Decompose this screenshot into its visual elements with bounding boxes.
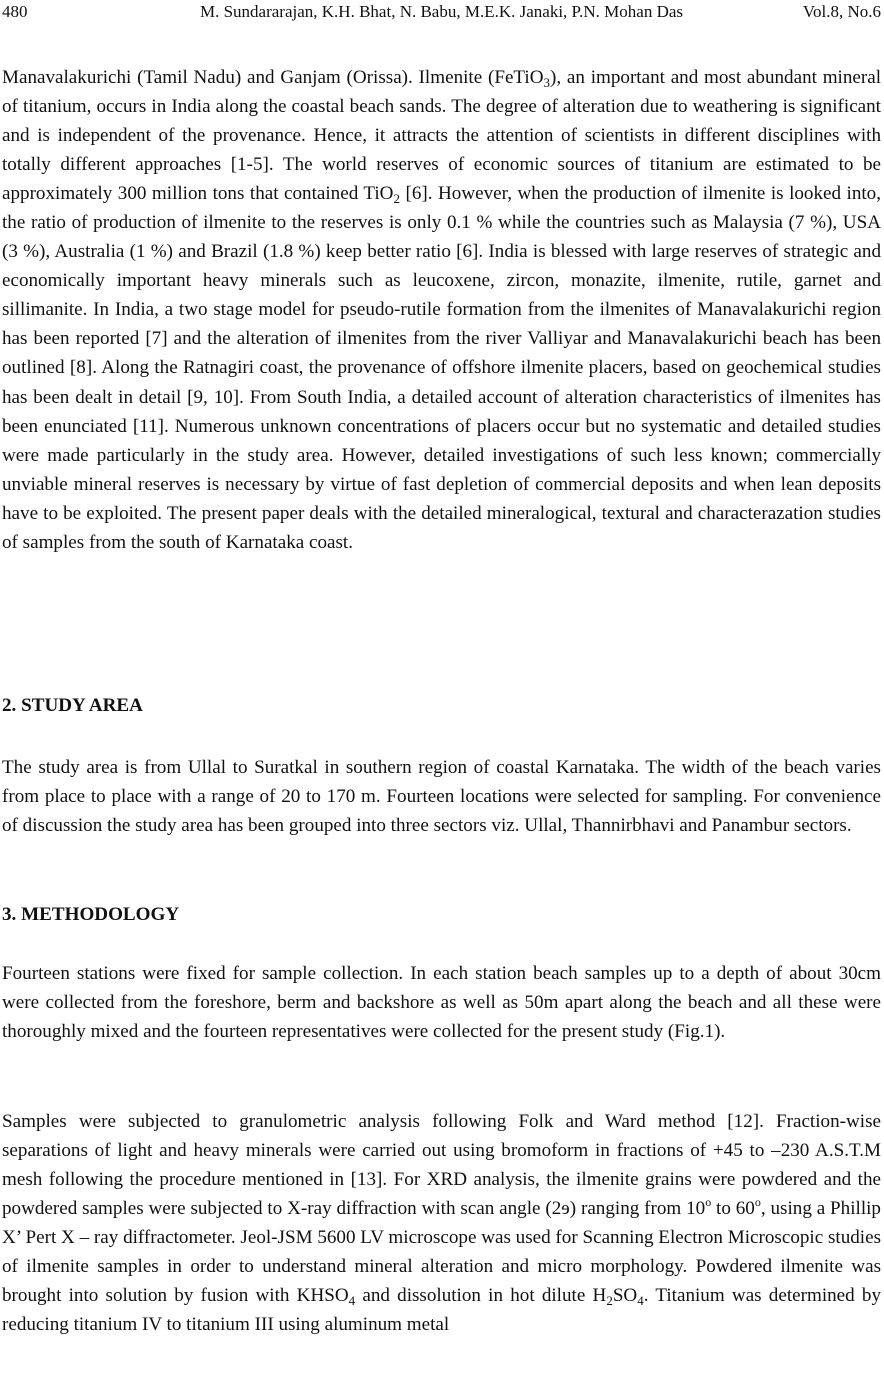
page-number: 480 [2,2,28,21]
methodology-text-2c: , using a Phillip X’ Pert X – ray diffractometer. Jeol-JSM 5600 LV microscope was used for Scanning Electron Microscopic studies of ilmenite samples in order to understand mineral alteration and micro morphology. Powdered ilmenite was brought into solution by fusion with KHSO [2,1198,882,1307]
study-area-text: The study area is from Ullal to Suratkal in southern region of coastal Karnataka. The width of the beach varies from place to place with a range of 20 to 170 m. Fourteen locations were selected for sampling. For convenience of discussion the study area has been grouped into three sectors viz. Ullal, Thannirbhavi and Panambur sectors. [2,757,881,837]
subscript: 2 [606,1293,613,1309]
intro-text-1: Manavalakurichi (Tamil Nadu) and Ganjam (Orissa). Ilmenite (FeTiO [2,67,544,88]
intro-text-2: ), an important and most abundant mineral of titanium, occurs in India along the coastal beach sands. The degree of alteration due to weathering is significant and is independent of the provenance. Hence, it attracts the attention of scientists in different disciplines with totally different approaches [1-5]. The world reserves of economic sources of titanium are estimated to be approximately 300 million tons that contained TiO [2,67,882,205]
running-header [2,0,881,24]
study-area-paragraph [2,753,881,840]
methodology-text-2a: Samples were subjected to granulometric analysis following Folk and Ward method [12]. Fraction-wise separations of light and heavy minerals were carried out using bromoform in fractions of +45 to –230 A.S.T.M mesh following the procedure mentioned in [13]. For XRD analysis, the ilmenite grains were powdered and the powdered samples were subjected to X-ray diffraction with scan angle (2ɘ) ranging from 10 [2,1111,881,1220]
methodology-text-2f: . Titanium was determined by reducing titanium IV to titanium III using aluminum metal [2,1285,881,1336]
header-authors: M. Sundararajan, K.H. Bhat, N. Babu, M.E.K. Janaki, P.N. Mohan Das [199,2,684,21]
methodology-text-2d: and dissolution in hot dilute H [355,1285,607,1307]
subscript: 2 [393,191,400,207]
intro-text-3: [6]. However, when the production of ilmenite is looked into, the ratio of production of ilmenite to the reserves is only 0.1 % while the countries such as Malaysia (7 %), USA (3 %), Australia (1 %) and Brazil (1.8 %) keep better ratio [6]. India is blessed with large reserves of strategic and economically important heavy minerals such as leucoxene, zircon, monazite, ilmenite, rutile, garnet and sillimanite. In India, a two stage model for pseudo-rutile formation from the ilmenites of Manavalakurichi region has been reported [7] and the alteration of ilmenites from the river Valliyar and Manavalakurichi beach has been outlined [8]. Along the Ratnagiri coast, the provenance of offshore ilmenite placers, based on geochemical studies has been dealt in detail [9, 10]. From South India, a detailed account of alteration characteristics of ilmenites has been enunciated [11]. Numerous unknown concentrations of placers occur but no systematic and detailed studies were made particularly in the study area. However, detailed investigations of such less known; commercially unviable mineral reserves is necessary by virtue of fast depletion of commercial deposits and when lean deposits have to be exploited. The present paper deals with the detailed mineralogical, textural and characterazation studies of samples from the south of Karnataka coast. [2,183,882,553]
subscript: 3 [543,75,551,90]
methodology-text-2b: to 60 [711,1198,755,1220]
header-volume: Vol.8, No.6 [802,2,881,21]
methodology-paragraph-1 [2,959,881,1046]
intro-paragraph [2,63,881,557]
superscript: o [705,1195,712,1210]
superscript: o [754,1195,761,1210]
methodology-text-1: Fourteen stations were fixed for sample collection. In each station beach samples up to a depth of about 30cm were collected from the foreshore, berm and backshore as well as 50m apart along the beach and all these were thoroughly mixed and the fourteen representatives were collected for the present study (Fig.1). [2,963,881,1043]
subscript: 4 [348,1293,356,1309]
methodology-paragraph-2 [2,1107,881,1339]
section-heading-study-area: 2. STUDY AREA [2,695,143,716]
subscript: 4 [637,1293,644,1309]
section-heading-methodology: 3. METHODOLOGY [2,904,180,925]
methodology-text-2e: SO [612,1285,638,1307]
